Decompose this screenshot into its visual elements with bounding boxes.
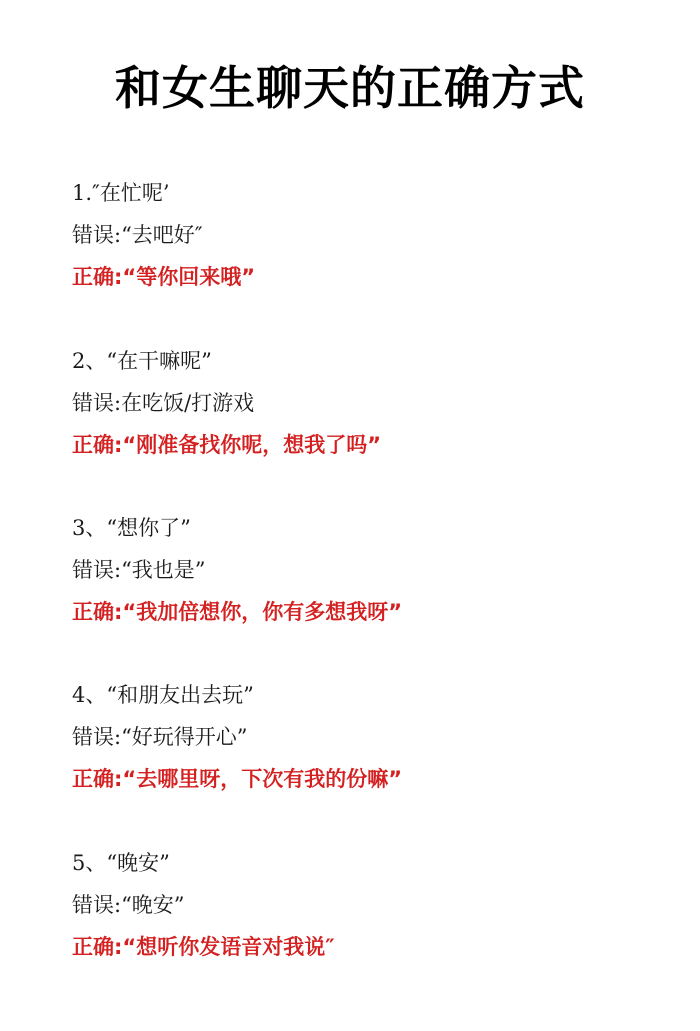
tip-wrong-answer: 错误:“去吧好″ bbox=[72, 223, 203, 247]
tip-correct-answer: 正确:“去哪里呀，下次有我的份嘛” bbox=[72, 767, 403, 791]
tip-section-3 bbox=[72, 507, 672, 633]
tip-correct-answer: 正确:“想听你发语音对我说″ bbox=[72, 935, 335, 959]
tip-correct-answer: 正确:“我加倍想你，你有多想我呀” bbox=[72, 600, 403, 624]
tip-question: 1.″在忙呢’ bbox=[72, 181, 170, 205]
tip-question: 3、“想你了” bbox=[72, 516, 191, 540]
page-title: 和女生聊天的正确方式 bbox=[115, 61, 585, 115]
tip-question: 2、“在干嘛呢” bbox=[72, 349, 212, 373]
tip-question: 5、“晚安” bbox=[72, 851, 170, 875]
tip-section-5 bbox=[72, 842, 672, 968]
tip-section-1 bbox=[72, 172, 672, 298]
tip-wrong-answer: 错误:“好玩得开心” bbox=[72, 725, 248, 749]
tip-wrong-answer: 错误:“我也是” bbox=[72, 558, 206, 582]
tip-section-4 bbox=[72, 674, 672, 800]
tip-wrong-answer: 错误:在吃饭/打游戏 bbox=[72, 391, 255, 415]
tip-section-2 bbox=[72, 340, 672, 466]
tip-correct-answer: 正确:“等你回来哦” bbox=[72, 265, 256, 289]
tip-correct-answer: 正确:“刚准备找你呢，想我了吗” bbox=[72, 433, 382, 457]
tip-question: 4、“和朋友出去玩” bbox=[72, 683, 254, 707]
tip-wrong-answer: 错误:“晚安” bbox=[72, 893, 185, 917]
